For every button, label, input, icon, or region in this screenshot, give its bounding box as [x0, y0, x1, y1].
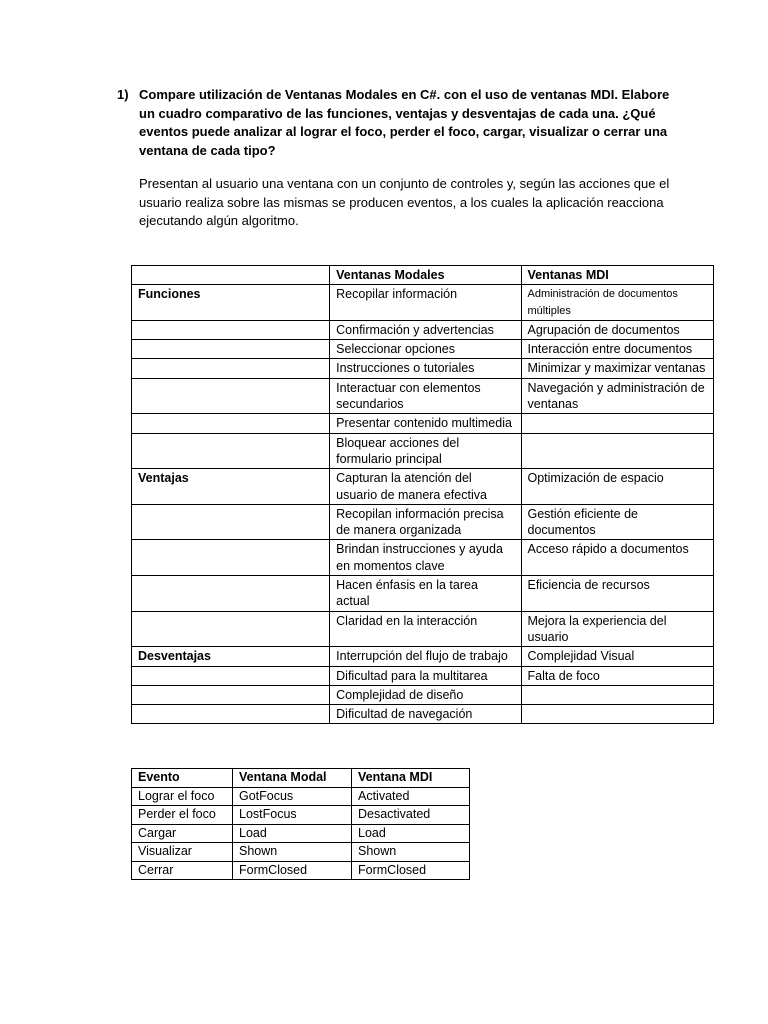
header-cell	[132, 266, 330, 285]
table-cell: Acceso rápido a documentos	[521, 540, 714, 576]
table-cell: Presentar contenido multimedia	[330, 414, 521, 433]
answer-paragraph: Presentan al usuario una ventana con un conjunto de controles y, según las acciones que el usuario realiza sobre las mismas se producen eventos, a los cuales la aplicación reacciona ejecutando algún algoritmo.	[139, 176, 670, 228]
table-row	[132, 540, 714, 576]
table-cell: FormClosed	[233, 861, 352, 880]
table-cell: Shown	[233, 843, 352, 862]
table-cell: Complejidad de diseño	[330, 685, 521, 704]
row-label-cell	[132, 685, 330, 704]
table-cell: Capturan la atención del usuario de manera efectiva	[330, 469, 521, 505]
table-cell: Load	[352, 824, 470, 843]
row-label-cell	[132, 504, 330, 540]
row-label-cell	[132, 705, 330, 724]
row-label-cell: Ventajas	[132, 469, 330, 505]
table-row	[132, 666, 714, 685]
row-label-cell: Lograr el foco	[132, 787, 233, 806]
table-cell: Falta de foco	[521, 666, 714, 685]
row-label-cell	[132, 340, 330, 359]
table-cell: Instrucciones o tutoriales	[330, 359, 521, 378]
row-label-cell	[132, 320, 330, 339]
table-cell: FormClosed	[352, 861, 470, 880]
table-row	[132, 340, 714, 359]
table-cell: Seleccionar opciones	[330, 340, 521, 359]
table-cell	[521, 414, 714, 433]
row-label-cell: Funciones	[132, 285, 330, 321]
header-cell: Ventana MDI	[352, 769, 470, 788]
table-cell: Recopilan información precisa de manera organizada	[330, 504, 521, 540]
table-row	[132, 611, 714, 647]
table-cell	[521, 705, 714, 724]
row-label-cell	[132, 540, 330, 576]
table-cell: Complejidad Visual	[521, 647, 714, 666]
row-label-cell	[132, 666, 330, 685]
table-cell: GotFocus	[233, 787, 352, 806]
row-label-cell: Cargar	[132, 824, 233, 843]
question	[117, 86, 677, 160]
table-cell: Interrupción del flujo de trabajo	[330, 647, 521, 666]
table-row	[132, 861, 470, 880]
events-header-row	[132, 769, 470, 788]
row-label-cell	[132, 414, 330, 433]
table-row	[132, 414, 714, 433]
table-cell: Confirmación y advertencias	[330, 320, 521, 339]
table-cell: Interacción entre documentos	[521, 340, 714, 359]
table-cell: Minimizar y maximizar ventanas	[521, 359, 714, 378]
table-cell: Brindan instrucciones y ayuda en momentos clave	[330, 540, 521, 576]
question-number: 1)	[117, 87, 129, 102]
table-cell: Eficiencia de recursos	[521, 576, 714, 612]
table-row	[132, 504, 714, 540]
row-label-cell: Cerrar	[132, 861, 233, 880]
header-cell: Ventana Modal	[233, 769, 352, 788]
comparison-header-row	[132, 266, 714, 285]
table-row	[132, 359, 714, 378]
table-cell: Hacen énfasis en la tarea actual	[330, 576, 521, 612]
table-cell: Optimización de espacio	[521, 469, 714, 505]
table-row	[132, 787, 470, 806]
table-row	[132, 685, 714, 704]
table-cell: Desactivated	[352, 806, 470, 825]
table-row	[132, 824, 470, 843]
row-label-cell: Desventajas	[132, 647, 330, 666]
row-label-cell	[132, 611, 330, 647]
row-label-cell: Visualizar	[132, 843, 233, 862]
table-row	[132, 469, 714, 505]
table-cell	[521, 433, 714, 469]
table-row	[132, 320, 714, 339]
table-cell: Bloquear acciones del formulario principal	[330, 433, 521, 469]
table-row	[132, 705, 714, 724]
question-text: Compare utilización de Ventanas Modales en C#. con el uso de ventanas MDI. Elabore un cuadro comparativo de las funciones, ventajas y desventajas de cada una. ¿Qué eventos puede analizar al lograr el foco, perder el foco, cargar, visualizar o cerrar una ventana de cada tipo?	[139, 87, 670, 158]
comparison-table	[131, 265, 714, 724]
row-label-cell	[132, 378, 330, 414]
row-label-cell: Perder el foco	[132, 806, 233, 825]
table-cell: Shown	[352, 843, 470, 862]
row-label-cell	[132, 576, 330, 612]
table-row	[132, 285, 714, 321]
table-cell: Administración de documentos múltiples	[521, 285, 714, 321]
table-row	[132, 647, 714, 666]
header-cell: Ventanas MDI	[521, 266, 714, 285]
row-label-cell	[132, 359, 330, 378]
table-cell: Claridad en la interacción	[330, 611, 521, 647]
table-cell: Activated	[352, 787, 470, 806]
row-label-cell	[132, 433, 330, 469]
table-cell: Dificultad para la multitarea	[330, 666, 521, 685]
table-cell: Agrupación de documentos	[521, 320, 714, 339]
table-cell: Gestión eficiente de documentos	[521, 504, 714, 540]
table-cell: Mejora la experiencia del usuario	[521, 611, 714, 647]
table-cell: Dificultad de navegación	[330, 705, 521, 724]
events-table	[131, 768, 470, 880]
table-row	[132, 433, 714, 469]
table-cell: Recopilar información	[330, 285, 521, 321]
table-cell	[521, 685, 714, 704]
table-row	[132, 843, 470, 862]
table-cell: LostFocus	[233, 806, 352, 825]
header-cell: Evento	[132, 769, 233, 788]
table-row	[132, 576, 714, 612]
table-cell: Navegación y administración de ventanas	[521, 378, 714, 414]
table-row	[132, 378, 714, 414]
table-cell: Interactuar con elementos secundarios	[330, 378, 521, 414]
table-row	[132, 806, 470, 825]
table-cell: Load	[233, 824, 352, 843]
header-cell: Ventanas Modales	[330, 266, 521, 285]
